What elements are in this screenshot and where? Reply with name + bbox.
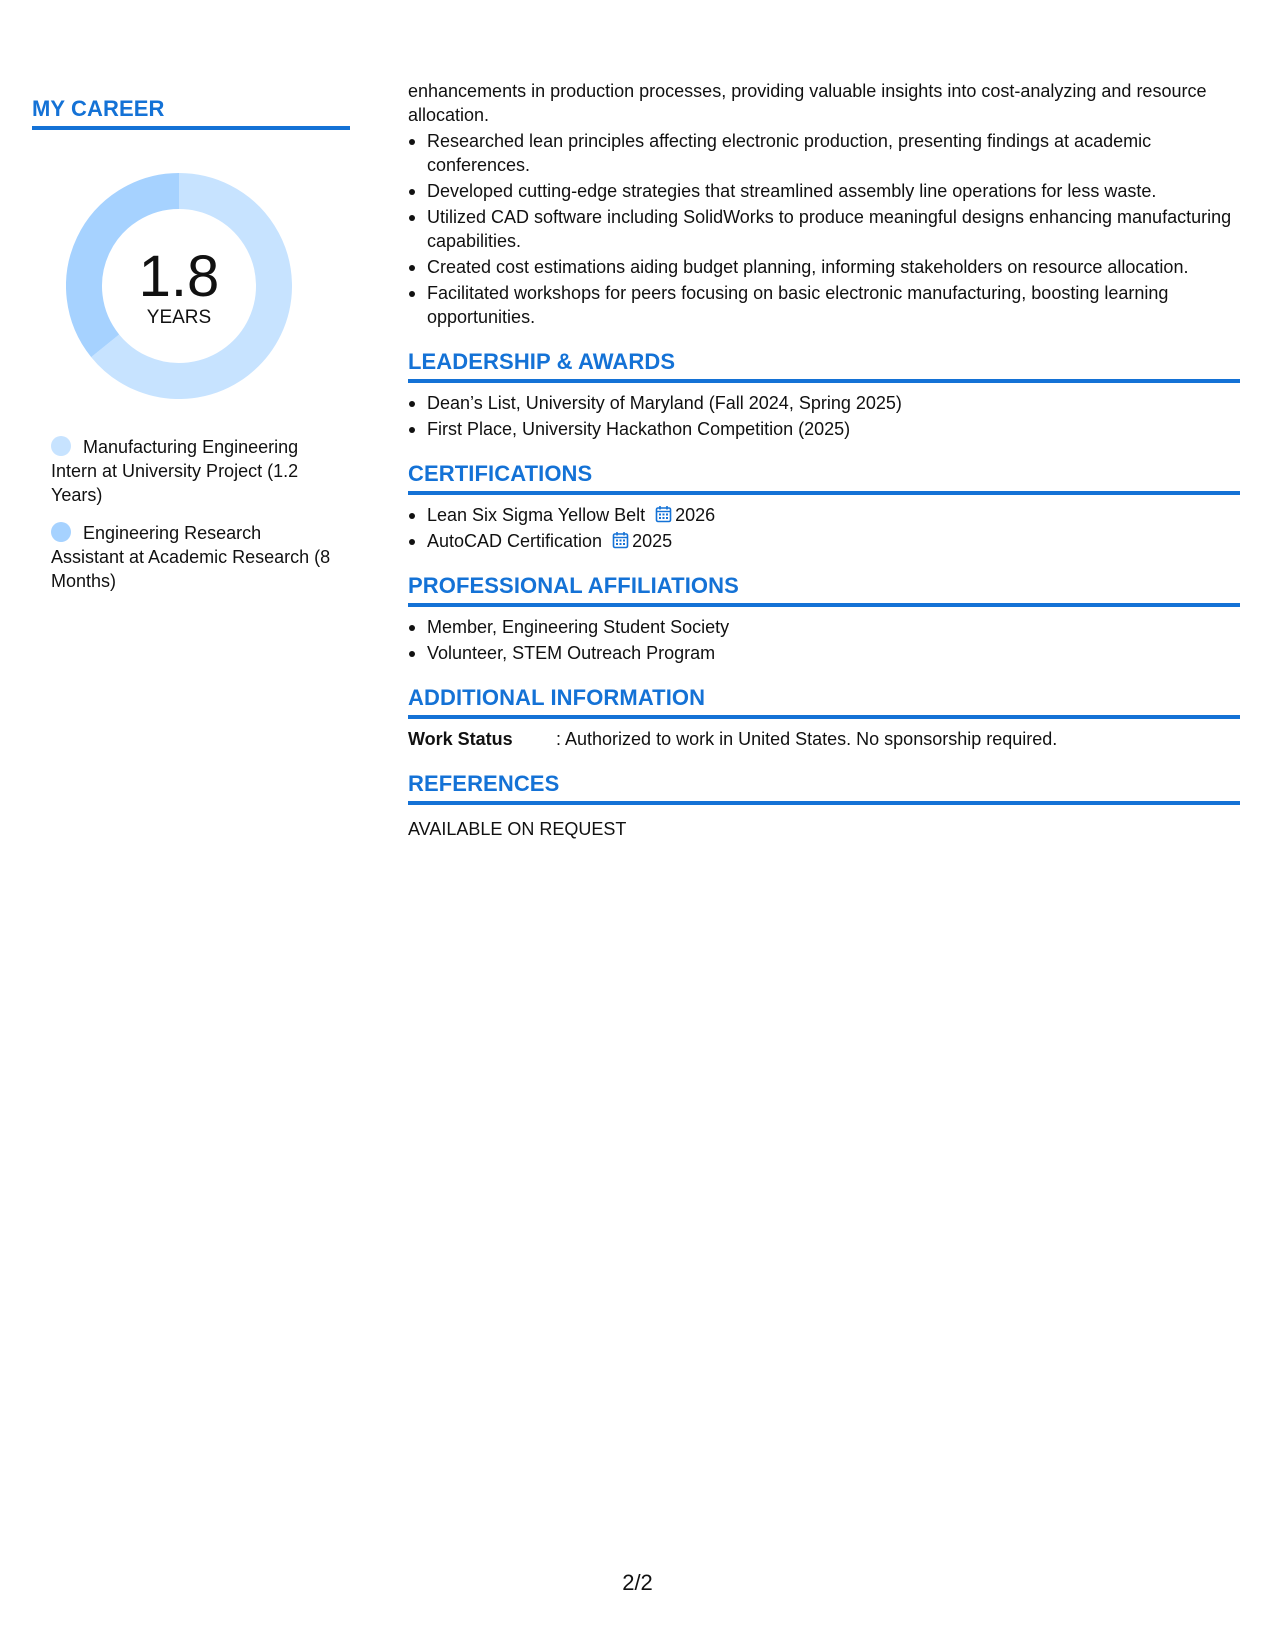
work-status-value: : Authorized to work in United States. No sponsorship required. (556, 729, 1058, 749)
affiliation-item: Member, Engineering Student Society (408, 615, 1240, 639)
left-column (32, 96, 350, 607)
experience-bullet: Researched lean principles affecting electronic production, presenting findings at academic conferences. (408, 129, 1240, 177)
affiliations-section (408, 573, 1240, 665)
references-text: AVAILABLE ON REQUEST (408, 819, 627, 839)
experience-continued-text: enhancements in production processes, providing valuable insights into cost-analyzing and resource allocation. (408, 81, 1207, 125)
career-years-unit: YEARS (146, 307, 212, 328)
legend-label: Engineering Research Assistant at Academic Research (8 Months) (51, 523, 331, 591)
right-column (408, 79, 1240, 841)
certification-item (408, 529, 1240, 553)
additional-info-section (408, 685, 1240, 751)
certification-year: 2025 (632, 531, 673, 551)
references-title: REFERENCES (408, 771, 1240, 805)
certifications-section (408, 461, 1240, 553)
calendar-icon (612, 531, 629, 549)
work-status-label: Work Status (408, 729, 513, 749)
references-section (408, 771, 1240, 841)
experience-bullet: Facilitated workshops for peers focusing on basic electronic manufacturing, boosting learning opportunities. (408, 281, 1240, 329)
certification-item (408, 503, 1240, 527)
affiliations-list (408, 615, 1240, 665)
experience-bullet: Developed cutting-edge strategies that streamlined assembly line operations for less waste. (408, 179, 1240, 203)
legend-dot-icon (51, 436, 71, 456)
legend-dot-icon (51, 522, 71, 542)
legend-item (51, 435, 333, 507)
page-number: 2/2 (622, 1570, 653, 1595)
leadership-item: First Place, University Hackathon Competition (2025) (408, 417, 1240, 441)
additional-info-title: ADDITIONAL INFORMATION (408, 685, 1240, 719)
certification-year: 2026 (675, 505, 716, 525)
affiliation-item: Volunteer, STEM Outreach Program (408, 641, 1240, 665)
legend-item (51, 521, 333, 593)
certifications-title: CERTIFICATIONS (408, 461, 1240, 495)
leadership-section (408, 349, 1240, 441)
donut-center (66, 173, 292, 399)
leadership-title: LEADERSHIP & AWARDS (408, 349, 1240, 383)
experience-bullet: Created cost estimations aiding budget planning, informing stakeholders on resource allocation. (408, 255, 1240, 279)
leadership-list (408, 391, 1240, 441)
certifications-list (408, 503, 1240, 553)
legend-label: Manufacturing Engineering Intern at University Project (1.2 Years) (51, 437, 299, 505)
certification-name: Lean Six Sigma Yellow Belt (427, 505, 646, 525)
certification-name: AutoCAD Certification (427, 531, 603, 551)
career-section-title: MY CAREER (32, 96, 350, 130)
career-donut-chart (66, 173, 292, 399)
experience-bullet: Utilized CAD software including SolidWorks to produce meaningful designs enhancing manufacturing capabilities. (408, 205, 1240, 253)
leadership-item: Dean’s List, University of Maryland (Fall 2024, Spring 2025) (408, 391, 1240, 415)
experience-bullets (408, 129, 1240, 329)
affiliations-title: PROFESSIONAL AFFILIATIONS (408, 573, 1240, 607)
career-years-value: 1.8 (138, 244, 220, 309)
calendar-icon (655, 505, 672, 523)
career-legend (51, 435, 333, 593)
work-status-row (408, 727, 1240, 751)
